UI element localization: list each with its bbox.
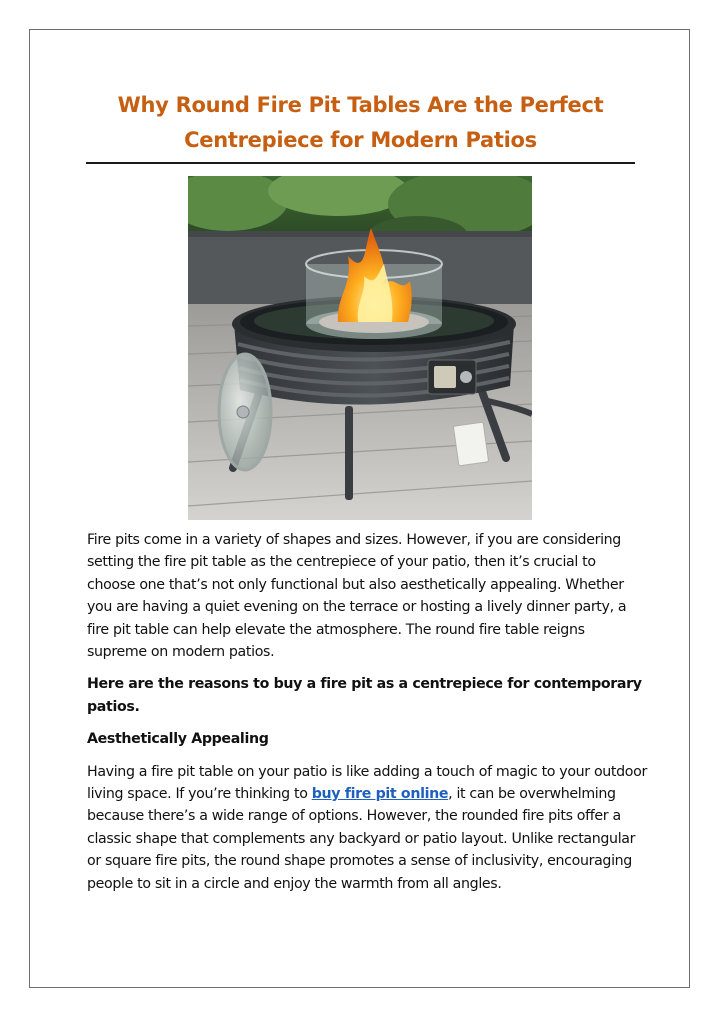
title-underline xyxy=(86,162,635,164)
page-title: Why Round Fire Pit Tables Are the Perfect Centrepiece for Modern Patios xyxy=(117,93,604,152)
hero-image xyxy=(188,176,532,520)
aesthetics-paragraph xyxy=(87,761,647,895)
paragraph-text: Having a fire pit table on your patio is like adding a touch of magic to your outdoor living space. If you’re thinking to xyxy=(87,763,647,803)
buy-fire-pit-online-link[interactable]: buy fire pit online xyxy=(311,786,449,803)
paragraph-text: , it can be overwhelming because there’s a wide range of options. However, the rounded fire pits offer a classic shape that complements any backyard or patio layout. Unlike rectangular or square fire pits, the round shape promotes a sense of inclusivity, encouraging people to sit in a circle and enjoy the warmth from all angles. xyxy=(87,786,636,892)
intro-paragraph: Fire pits come in a variety of shapes and sizes. However, if you are considering setting the fire pit table as the centrepiece of your patio, then it’s crucial to choose one that’s not only functional but also aesthetically appealing. Whether you are having a quiet evening on the terrace or hosting a lively dinner party, a fire pit table can help elevate the atmosphere. The round fire table reigns supreme on modern patios. xyxy=(87,532,627,661)
reasons-heading: Here are the reasons to buy a fire pit as a centrepiece for contemporary patios. xyxy=(87,676,642,715)
round-fire-pit-table-photo xyxy=(188,176,532,520)
article-body xyxy=(87,529,647,905)
section-heading-aesthetics: Aesthetically Appealing xyxy=(87,731,269,748)
